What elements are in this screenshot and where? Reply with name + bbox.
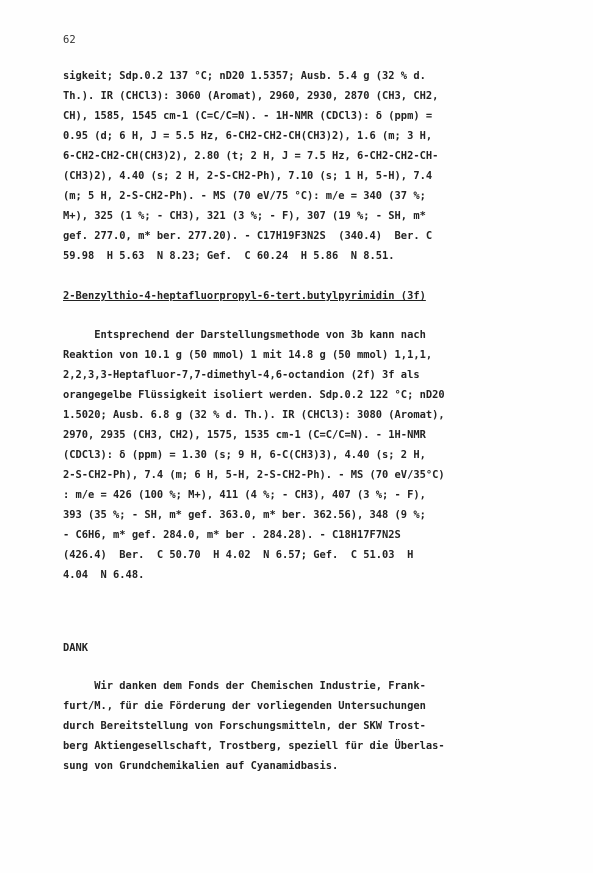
text-line: M+), 325 (1 %; - CH3), 321 (3 %; - F), 307 (19 %; - SH, m* — [63, 210, 426, 222]
text-line: : m/e = 426 (100 %; M+), 411 (4 %; - CH3), 407 (3 %; - F), — [63, 489, 426, 501]
section-title: DANK — [63, 642, 89, 654]
text-line: 4.04 N 6.48. — [63, 569, 145, 581]
text-line: (m; 5 H, 2-S-CH2-Ph). - MS (70 eV/75 °C): m/e = 340 (37 %; — [63, 190, 426, 202]
text-line: (CDCl3): δ (ppm) = 1.30 (s; 9 H, 6-C(CH3)3), 4.40 (s; 2 H, — [63, 449, 426, 461]
text-line: - C6H6, m* gef. 284.0, m* ber . 284.28). - C18H17F7N2S — [63, 529, 401, 541]
text-line: gef. 277.0, m* ber. 277.20). - C17H19F3N2S (340.4) Ber. C — [63, 230, 433, 242]
text-line: berg Aktiengesellschaft, Trostberg, speziell für die Überlas- — [63, 740, 445, 752]
text-line: Entsprechend der Darstellungsmethode von 3b kann nach — [63, 329, 426, 341]
text-line: sigkeit; Sdp.0.2 137 °C; nD20 1.5357; Ausb. 5.4 g (32 % d. — [63, 70, 426, 82]
section-heading: 2-Benzylthio-4-heptafluorpropyl-6-tert.butylpyrimidin (3f) — [63, 290, 426, 302]
text-line: sung von Grundchemikalien auf Cyanamidbasis. — [63, 760, 339, 772]
text-line: Reaktion von 10.1 g (50 mmol) 1 mit 14.8 g (50 mmol) 1,1,1, — [63, 349, 433, 361]
text-line: durch Bereitstellung von Forschungsmitteln, der SKW Trost- — [63, 720, 426, 732]
text-line: Wir danken dem Fonds der Chemischen Industrie, Frank- — [63, 680, 426, 692]
text-line: orangegelbe Flüssigkeit isoliert werden. Sdp.0.2 122 °C; nD20 — [63, 389, 445, 401]
text-line: 59.98 H 5.63 N 8.23; Gef. C 60.24 H 5.86 N 8.51. — [63, 250, 395, 262]
text-line: 6-CH2-CH2-CH(CH3)2), 2.80 (t; 2 H, J = 7.5 Hz, 6-CH2-CH2-CH- — [63, 150, 439, 162]
text-line: 2-S-CH2-Ph), 7.4 (m; 6 H, 5-H, 2-S-CH2-Ph). - MS (70 eV/35°C) — [63, 469, 445, 481]
text-line: 393 (35 %; - SH, m* gef. 363.0, m* ber. 362.56), 348 (9 %; — [63, 509, 426, 521]
text-line: furt/M., für die Förderung der vorliegenden Untersuchungen — [63, 700, 426, 712]
text-line: 1.5020; Ausb. 6.8 g (32 % d. Th.). IR (CHCl3): 3080 (Aromat), — [63, 409, 445, 421]
text-line: (CH3)2), 4.40 (s; 2 H, 2-S-CH2-Ph), 7.10 (s; 1 H, 5-H), 7.4 — [63, 170, 433, 182]
text-line: 0.95 (d; 6 H, J = 5.5 Hz, 6-CH2-CH2-CH(CH3)2), 1.6 (m; 3 H, — [63, 130, 433, 142]
text-line: (426.4) Ber. C 50.70 H 4.02 N 6.57; Gef. C 51.03 H — [63, 549, 414, 561]
text-line: 2,2,3,3-Heptafluor-7,7-dimethyl-4,6-octandion (2f) 3f als — [63, 369, 420, 381]
text-line: CH), 1585, 1545 cm-1 (C=C/C=N). - 1H-NMR (CDCl3): δ (ppm) = — [63, 110, 433, 122]
page-number: 62 — [63, 34, 76, 46]
text-line: Th.). IR (CHCl3): 3060 (Aromat), 2960, 2930, 2870 (CH3, CH2, — [63, 90, 439, 102]
text-line: 2970, 2935 (CH3, CH2), 1575, 1535 cm-1 (C=C/C=N). - 1H-NMR — [63, 429, 426, 441]
